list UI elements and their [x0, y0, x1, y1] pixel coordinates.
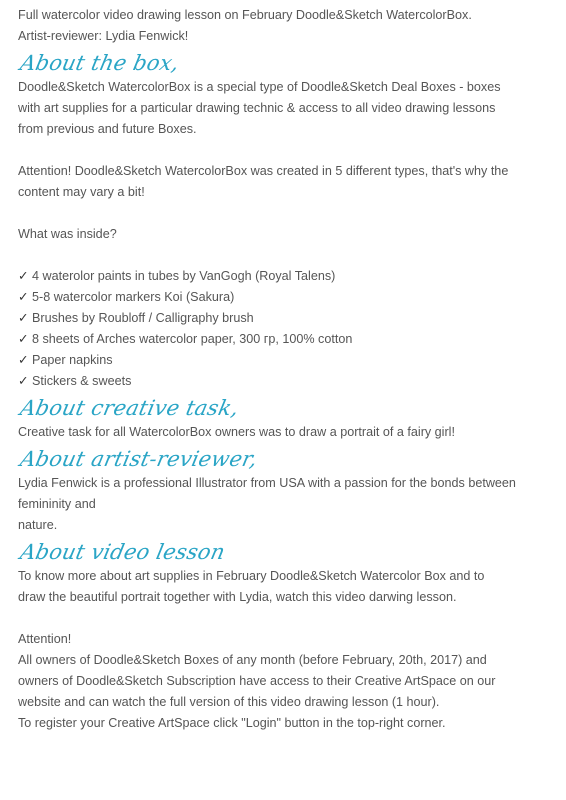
- list-item: ✓ 5-8 watercolor markers Koi (Sakura): [18, 287, 558, 308]
- access-text-line: website and can watch the full version of this video drawing lesson (1 hour).: [18, 695, 440, 709]
- check-icon: ✓: [18, 353, 29, 367]
- intro-artist-line: Artist-reviewer: Lydia Fenwick!: [18, 29, 189, 43]
- access-text-line: All owners of Doodle&Sketch Boxes of any month (before February, 20th, 2017) and: [18, 653, 487, 667]
- artist-reviewer-section: [18, 443, 558, 536]
- video-lesson-text-line: To know more about art supplies in February Doodle&Sketch Watercolor Box and to: [18, 569, 485, 583]
- about-box-heading: About the box,: [18, 51, 182, 75]
- creative-task-section: [18, 392, 558, 443]
- list-item: ✓ 8 sheets of Arches watercolor paper, 300 гр, 100% cotton: [18, 329, 558, 350]
- artist-reviewer-heading: About artist-reviewer,: [18, 447, 260, 471]
- intro-section: [18, 5, 558, 47]
- creative-task-heading: About creative task,: [18, 396, 242, 420]
- video-lesson-section: [18, 536, 558, 734]
- box-contents-list: [18, 266, 558, 392]
- about-box-text-line: from previous and future Boxes.: [18, 122, 197, 136]
- check-icon: ✓: [18, 311, 29, 325]
- about-box-text-line: Doodle&Sketch WatercolorBox is a special type of Doodle&Sketch Deal Boxes - boxes: [18, 80, 501, 94]
- check-icon: ✓: [18, 290, 29, 304]
- about-box-section: [18, 47, 558, 392]
- check-icon: ✓: [18, 374, 29, 388]
- creative-task-text: Creative task for all WatercolorBox owners was to draw a portrait of a fairy girl!: [18, 425, 455, 439]
- list-item: ✓ Paper napkins: [18, 350, 558, 371]
- list-item: ✓ Stickers & sweets: [18, 371, 558, 392]
- attention-text-line: content may vary a bit!: [18, 185, 145, 199]
- attention-label: Attention!: [18, 632, 72, 646]
- list-item: ✓ 4 waterolor paints in tubes by VanGogh (Royal Talens): [18, 266, 558, 287]
- attention-text-line: Attention! Doodle&Sketch WatercolorBox was created in 5 different types, that's why the: [18, 164, 509, 178]
- intro-line: Full watercolor video drawing lesson on February Doodle&Sketch WatercolorBox.: [18, 8, 472, 22]
- artist-reviewer-text-line: nature.: [18, 518, 58, 532]
- about-box-text-line: with art supplies for a particular drawing technic & access to all video drawing lessons: [18, 101, 496, 115]
- video-lesson-text-line: draw the beautiful portrait together with Lydia, watch this video darwing lesson.: [18, 590, 457, 604]
- list-item: ✓ Brushes by Roubloff / Calligraphy brush: [18, 308, 558, 329]
- access-text-line: owners of Doodle&Sketch Subscription have access to their Creative ArtSpace on our: [18, 674, 496, 688]
- inside-question: What was inside?: [18, 227, 117, 241]
- artist-reviewer-text-line: femininity and: [18, 497, 96, 511]
- check-icon: ✓: [18, 269, 29, 283]
- check-icon: ✓: [18, 332, 29, 346]
- register-instruction: To register your Creative ArtSpace click "Login" button in the top-right corner.: [18, 716, 446, 730]
- artist-reviewer-text-line: Lydia Fenwick is a professional Illustrator from USA with a passion for the bonds between: [18, 476, 516, 490]
- video-lesson-heading: About video lesson: [18, 540, 228, 564]
